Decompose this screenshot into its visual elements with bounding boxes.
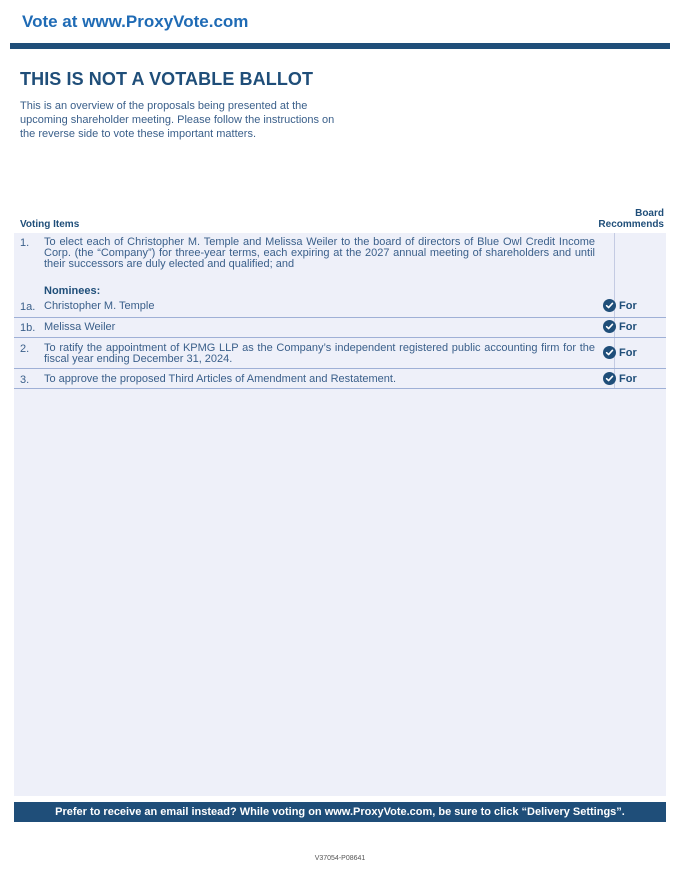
row-divider [14,388,666,389]
col-voting-items: Voting Items [20,219,80,230]
proposal-number: 1. [20,237,30,249]
proposals-panel [14,233,666,796]
proposal-text: To approve the proposed Third Articles of Amendment and Restatement. [44,373,396,385]
delivery-settings-banner: Prefer to receive an email instead? While voting on www.ProxyVote.com, be sure to click “Delivery Settings”. [14,802,666,822]
recommendation-label: For [619,320,637,333]
board-recommendation [603,299,637,312]
proposal-number: 1b. [20,322,36,334]
header-rule [10,43,670,49]
proposal-text: To ratify the appointment of KPMG LLP as the Company’s independent registered public accounting firm for the fiscal year ending December 31, 2024. [44,342,595,365]
nominees-label: Nominees: [44,285,101,297]
site-header[interactable]: Vote at www.ProxyVote.com [22,12,249,31]
check-circle-icon [603,372,616,385]
col-board-line2: Recommends [598,219,664,230]
row-divider [14,317,666,318]
board-recommendation [603,346,637,359]
recommendation-label: For [619,372,637,385]
proposal-number: 1a. [20,301,36,313]
row-divider [14,368,666,369]
check-circle-icon [603,346,616,359]
proposal-number: 2. [20,343,30,355]
row-divider [14,337,666,338]
intro-text: This is an overview of the proposals being presented at the upcoming shareholder meeting. Please follow the instructions on the reverse side to vote these important matters. [20,100,335,140]
recommendation-label: For [619,346,637,359]
check-circle-icon [603,320,616,333]
proposal-text: To elect each of Christopher M. Temple and Melissa Weiler to the board of directors of Blue Owl Credit Income Corp. (the “Company”) for three-year terms, each expiring at the 2027 annual meeting of shareholders and until their successors are duly elected and qualified; and [44,236,595,270]
proposal-text: Melissa Weiler [44,321,116,333]
col-board-line1: Board [635,208,664,219]
check-circle-icon [603,299,616,312]
proposal-number: 3. [20,374,30,386]
recommendation-label: For [619,299,637,312]
table-header [14,208,666,232]
col-board-recommends [598,208,664,230]
page-title: THIS IS NOT A VOTABLE BALLOT [20,69,314,89]
board-recommendation [603,372,637,385]
proposal-text: Christopher M. Temple [44,300,155,312]
board-recommendation [603,320,637,333]
job-code: V37054-P08641 [314,855,366,862]
